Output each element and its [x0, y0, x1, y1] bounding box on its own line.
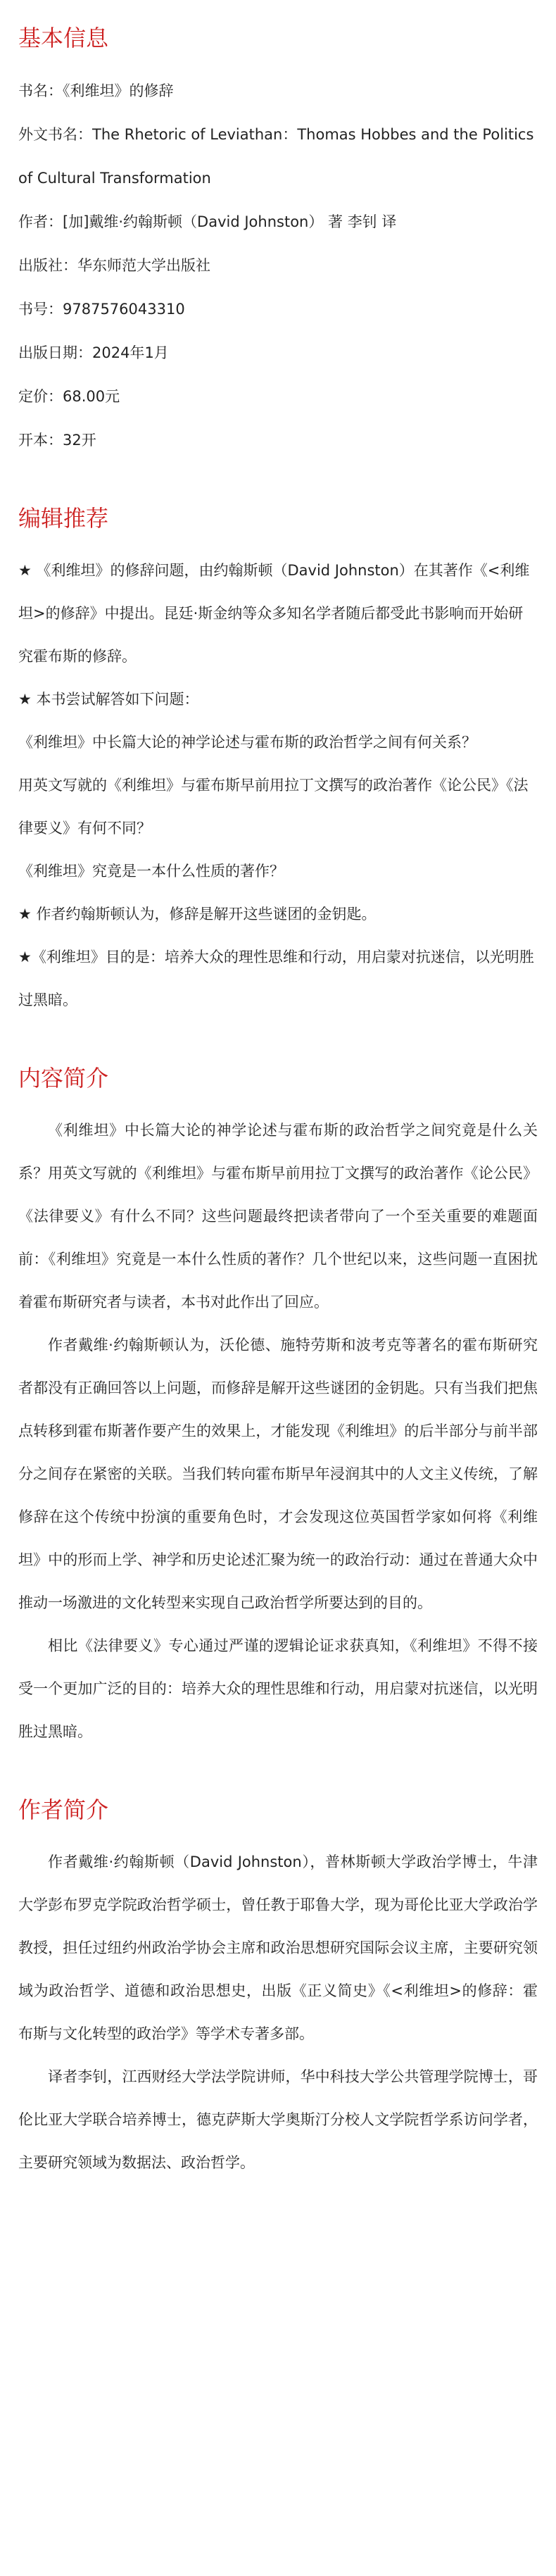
publish-date-line: 出版日期：2024年1月 [18, 344, 169, 361]
summary-paragraph: 相比《法律要义》专心通过严谨的逻辑论证求获真知，《利维坦》不得不接受一个更加广泛的目的：培养大众的理性思维和行动，用启蒙对抗迷信，以光明胜过黑暗。 [18, 1637, 538, 1740]
editor-recommendation-title: 编辑推荐 [18, 505, 109, 532]
content-summary-section [18, 1063, 538, 1753]
author-line: 作者：[加]戴维·约翰斯顿（David Johnston） 著 李钊 译 [18, 213, 397, 230]
isbn-line: 书号：9787576043310 [18, 301, 185, 318]
price-line: 定价：68.00元 [18, 388, 120, 405]
basic-info-section [18, 23, 538, 462]
author-intro-title: 作者简介 [18, 1796, 109, 1823]
publisher-line: 出版社：华东师范大学出版社 [18, 257, 210, 274]
recommendation-paragraph: ★《利维坦》目的是：培养大众的理性思维和行动，用启蒙对抗迷信，以光明胜过黑暗。 [18, 949, 534, 1008]
foreign-title-line: 外文书名：The Rhetoric of Leviathan：Thomas Hobbes and the Politics of Cultural Transformation [18, 126, 534, 187]
format-line: 开本：32开 [18, 432, 96, 449]
recommendation-paragraph: 《利维坦》究竟是一本什么性质的著作？ [18, 863, 284, 880]
recommendation-paragraph: ★ 作者约翰斯顿认为，修辞是解开这些谜团的金钥匙。 [18, 906, 377, 923]
book-title-line: 书名：《利维坦》的修辞 [18, 82, 174, 99]
content-summary-title: 内容简介 [18, 1065, 109, 1092]
recommendation-paragraph: ★ 《利维坦》的修辞问题，由约翰斯顿（David Johnston）在其著作《<利维坦>的修辞》中提出。昆廷·斯金纳等众多知名学者随后都受此书影响而开始研究霍布斯的修辞。 [18, 562, 530, 665]
recommendation-paragraph: ★ 本书尝试解答如下问题： [18, 691, 199, 708]
editor-recommendation-section [18, 503, 538, 1022]
translator-paragraph: 译者李钊，江西财经大学法学院讲师，华中科技大学公共管理学院博士，哥伦比亚大学联合培养博士，德克萨斯大学奥斯汀分校人文学院哲学系访问学者，主要研究领域为数据法、政治哲学。 [18, 2068, 538, 2171]
summary-paragraph: 作者戴维·约翰斯顿认为，沃伦德、施特劳斯和波考克等著名的霍布斯研究者都没有正确回答以上问题，而修辞是解开这些谜团的金钥匙。只有当我们把焦点转移到霍布斯著作要产生的效果上，才能发现《利维坦》的后半部分与前半部分之间存在紧密的关联。当我们转向霍布斯早年浸润其中的人文主义传统，了解修辞在这个传统中扮演的重要角色时，才会发现这位英国哲学家如何将《利维坦》中的形而上学、神学和历史论述汇聚为统一的政治行动：通过在普通大众中推动一场激进的文化转型来实现自己政治哲学所要达到的目的。 [18, 1337, 538, 1611]
author-paragraph: 作者戴维·约翰斯顿（David Johnston），普林斯顿大学政治学博士，牛津大学彭布罗克学院政治哲学硕士，曾任教于耶鲁大学，现为哥伦比亚大学政治学教授，担任过纽约州政治学协会主席和政治思想研究国际会议主席，主要研究领域为政治哲学、道德和政治思想史，出版《正义简史》《<利维坦>的修辞：霍布斯与文化转型的政治学》等学术专著多部。 [18, 1853, 538, 2042]
basic-info-title: 基本信息 [18, 25, 109, 51]
summary-paragraph: 《利维坦》中长篇大论的神学论述与霍布斯的政治哲学之间究竟是什么关系？用英文写就的《利维坦》与霍布斯早前用拉丁文撰写的政治著作《论公民》《法律要义》有什么不同？这些问题最终把读者带向了一个至关重要的难题面前：《利维坦》究竟是一本什么性质的著作？几个世纪以来，这些问题一直困扰着霍布斯研究者与读者，本书对此作出了回应。 [18, 1122, 538, 1311]
author-intro-section [18, 1794, 538, 2184]
recommendation-paragraph: 用英文写就的《利维坦》与霍布斯早前用拉丁文撰写的政治著作《论公民》《法律要义》有何不同？ [18, 777, 529, 837]
recommendation-paragraph: 《利维坦》中长篇大论的神学论述与霍布斯的政治哲学之间有何关系？ [18, 734, 476, 751]
